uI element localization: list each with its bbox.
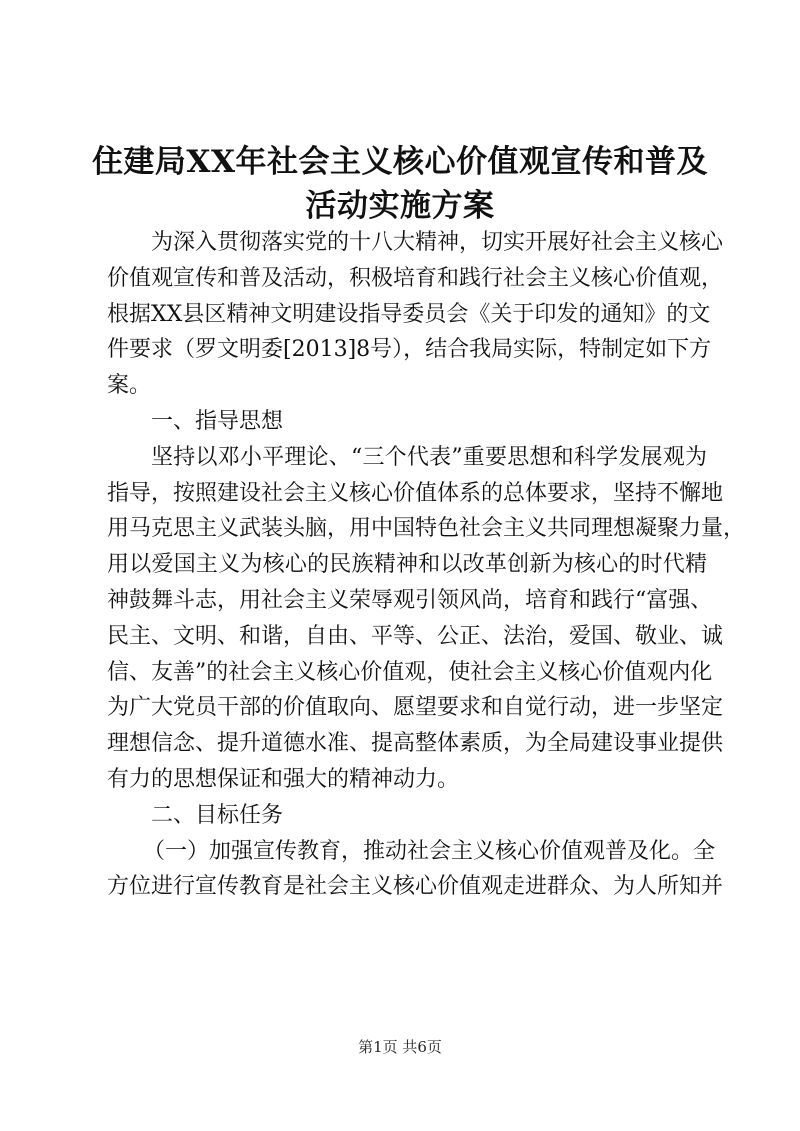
document-title-line-1: 住建局XX年社会主义核心价值观宣传和普及 — [91, 144, 709, 180]
paragraph-line: 有力的思想保证和强大的精神动力。 — [107, 766, 460, 792]
paragraph-line: 信、友善”的社会主义核心价值观，使社会主义核心价值观内化 — [107, 659, 713, 685]
paragraph-line: 指导，按照建设社会主义核心价值体系的总体要求，坚持不懈地 — [107, 480, 724, 506]
paragraph-line: 为广大党员干部的价值取向、愿望要求和自觉行动，进一步坚定 — [107, 695, 724, 721]
page-footer: 第1页 共6页 — [358, 1038, 442, 1056]
paragraph-line: 件要求（罗文明委[2013]8号），结合我局实际，特制定如下方 — [107, 337, 712, 363]
paragraph-line: 用马克思主义武装头脑，用中国特色社会主义共同理想凝聚力量， — [107, 516, 746, 542]
paragraph-line: 根据XX县区精神文明建设指导委员会《关于印发的通知》的文 — [107, 301, 711, 327]
paragraph-line: 民主、文明、和谐，自由、平等、公正、法治，爱国、敬业、诚 — [107, 623, 724, 649]
paragraph-line: 用以爱国主义为核心的民族精神和以改革创新为核心的时代精 — [107, 552, 707, 578]
paragraph-line: （一）加强宣传教育，推动社会主义核心价值观普及化。全 — [143, 838, 716, 864]
paragraph-line: 案。 — [107, 373, 152, 399]
paragraph-line: 方位进行宣传教育是社会主义核心价值观走进群众、为人所知并 — [107, 874, 724, 900]
paragraph-line: 理想信念、提升道德水准、提高整体素质，为全局建设事业提供 — [107, 731, 724, 757]
section-heading: 二、目标任务 — [151, 802, 284, 828]
paragraph-line: 为深入贯彻落实党的十八大精神，切实开展好社会主义核心 — [151, 230, 724, 255]
document-body — [107, 225, 746, 905]
paragraph-line: 坚持以邓小平理论、“三个代表”重要思想和科学发展观为 — [151, 444, 707, 470]
document-title-line-2: 活动实施方案 — [305, 188, 495, 224]
paragraph-line: 价值观宣传和普及活动，积极培育和践行社会主义核心价值观， — [107, 265, 724, 291]
paragraph-line: 神鼓舞斗志，用社会主义荣辱观引领风尚，培育和践行“富强、 — [107, 587, 713, 613]
section-heading: 一、指导思想 — [151, 408, 284, 434]
